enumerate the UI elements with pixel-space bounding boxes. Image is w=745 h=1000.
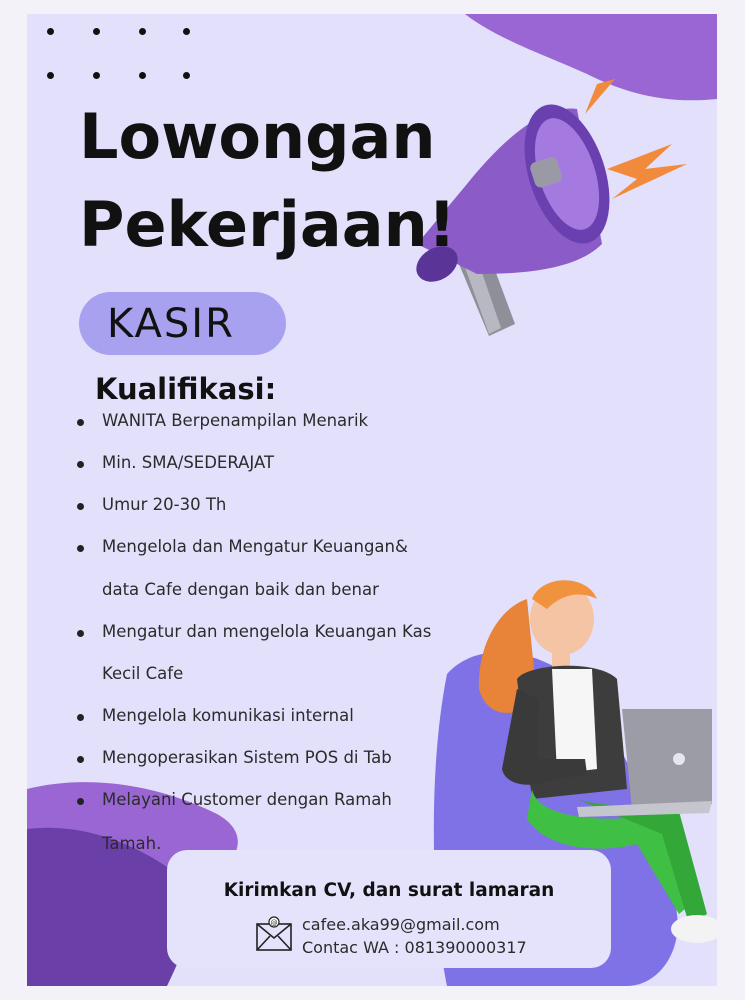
list-item: Melayani Customer dengan Ramah	[102, 790, 392, 809]
title-line-2: Pekerjaan!	[79, 188, 457, 261]
svg-text:@: @	[270, 919, 278, 927]
bullet-icon	[77, 714, 84, 721]
bullet-icon	[77, 461, 84, 468]
list-item: Umur 20-30 Th	[102, 495, 227, 514]
bullet-icon	[77, 545, 84, 552]
position-label: KASIR	[107, 301, 235, 347]
contact-box	[167, 850, 611, 968]
contact-email: cafee.aka99@gmail.com	[302, 915, 500, 934]
job-poster	[27, 14, 717, 986]
bullet-icon	[77, 419, 84, 426]
contact-heading: Kirimkan CV, dan surat lamaran	[223, 880, 555, 901]
lightning-icon	[607, 144, 687, 199]
list-item: Kecil Cafe	[102, 664, 184, 683]
list-item: Min. SMA/SEDERAJAT	[102, 453, 275, 472]
title-line-1: Lowongan	[79, 100, 436, 173]
list-item: Mengelola dan Mengatur Keuangan&	[102, 537, 408, 556]
list-item: WANITA Berpenampilan Menarik	[102, 411, 369, 430]
bullet-icon	[77, 798, 84, 805]
qualifications-heading: Kualifikasi:	[95, 372, 277, 406]
bullet-icon	[77, 756, 84, 763]
mail-icon	[255, 916, 293, 952]
contact-whatsapp: Contac WA : 081390000317	[302, 938, 527, 957]
list-item: Mengatur dan mengelola Keuangan Kas	[102, 622, 432, 641]
bullet-icon	[77, 503, 84, 510]
position-pill	[79, 292, 286, 355]
list-item: data Cafe dengan baik dan benar	[102, 580, 379, 599]
list-item: Mengelola komunikasi internal	[102, 706, 354, 725]
list-item: Mengoperasikan Sistem POS di Tab	[102, 748, 392, 767]
bullet-icon	[77, 630, 84, 637]
lightning-icon	[585, 79, 615, 114]
list-item: Tamah.	[102, 834, 162, 853]
